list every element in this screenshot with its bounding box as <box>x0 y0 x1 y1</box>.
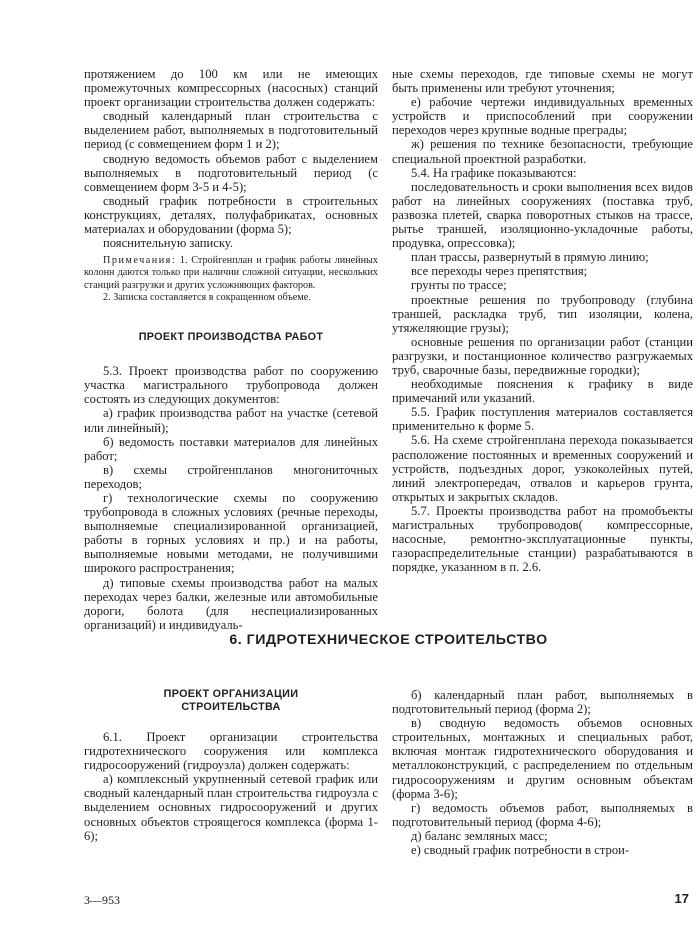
paragraph: пояснительную записку. <box>103 236 233 251</box>
paragraph: протяжением до 100 км или не имеющих промежуточных компрессорных (насосных) станций проект организации строительства должен содержать: <box>84 67 378 110</box>
paragraph: ные схемы переходов, где типовые схемы не могут быть применены или требуют уточнения; <box>392 67 693 96</box>
subheading-line: СТРОИТЕЛЬСТВА <box>181 701 281 713</box>
paragraph: г) ведомость объемов работ, выполняемых в подготовительный период (форма 4-6); <box>392 800 693 829</box>
paragraph: д) баланс земляных масс; <box>411 828 548 843</box>
paragraph: 5.3. Проект производства работ по сооружению участка магистрального трубопровода должен состоять из следующих документов: <box>84 364 378 407</box>
paragraph: грунты по трассе; <box>411 278 507 293</box>
paragraph: последовательность и сроки выполнения всех видов работ на линейных сооружениях (поставка труб, развозка плетей, сварка поворотных стыков на трассе, рытье траншей, изоляционно-укладочные работы, продувка, опрессовка); <box>392 179 693 251</box>
paragraph: основные решения по организации работ (станции разгрузки, и постанционное количество разгружаемых труб, сварочные базы, передвижные городки); <box>392 334 693 377</box>
paragraph: сводный календарный план строительства с выделением работ, выполняемых в подготовительный период (с совмещением форм 1 и 2); <box>84 109 378 152</box>
column-top-right <box>392 67 693 574</box>
paragraph: а) комплексный укрупненный сетевой график или сводный календарный план строительства гидроузла с выделением основных гидросооружений и других основных объектов строящегося комплекса (форма 1-6); <box>84 772 378 843</box>
note-1-text: 1. Стройгенплан и график работы линейных колонн даются только при наличии сложной ситуации, нескольких станций разгрузки и других усложняющих факторов. <box>84 255 378 291</box>
subheading-work-project: ПРОЕКТ ПРОИЗВОДСТВА РАБОТ <box>138 331 324 344</box>
column-top-left <box>84 67 378 632</box>
paragraph: 5.4. На графике показываются: <box>411 165 577 180</box>
paragraph: б) ведомость поставки материалов для линейных работ; <box>84 434 378 463</box>
paragraph: ж) решения по технике безопасности, требующие специальной проектной разработки. <box>392 137 693 166</box>
paragraph: д) типовые схемы производства работ на малых переходах через балки, железные или автомобильные дороги, болота (для неспециализированных организаций) и индивидуаль- <box>84 575 378 632</box>
page-number: 17 <box>674 891 689 906</box>
paragraph: 5.5. График поступления материалов составляется применительно к форме 5. <box>392 405 693 434</box>
paragraph: все переходы через препятствия; <box>411 264 588 279</box>
paragraph: сводную ведомость объемов работ с выделением выполняемых в подготовительный период (с совмещением форм 3-5 и 4-5); <box>84 151 378 194</box>
paragraph: 5.7. Проекты производства работ на промобъекты магистральных трубопроводов( компрессорные, насосные, ремонтно-эксплуатационные пункты, газораспределительные станции) разрабатываются в порядке, указанном в п. 2.6. <box>392 503 693 575</box>
paragraph: проектные решения по трубопроводу (глубина траншей, раскладка труб, тип изоляции, колена, утяжеляющие грузы); <box>392 292 693 335</box>
column-bottom-right <box>392 688 693 857</box>
note-2: 2. Записка составляется в сокращенном объеме. <box>103 291 311 303</box>
paragraph: 5.6. На схеме стройгенплана перехода показывается расположение постоянных и временных сооружений и устройств, подъездных дорог, узкоколейных путей, линий электропередач, отвалов и карьеров грунта, открытых и закрытых складов. <box>392 433 693 504</box>
paragraph: е) рабочие чертежи индивидуальных временных устройств и приспособлений при сооружении переходов через крупные водные преграды; <box>392 95 693 138</box>
subheading-line: ПРОЕКТ ОРГАНИЗАЦИИ <box>163 688 299 700</box>
printer-signature: 3—953 <box>84 893 120 907</box>
notes-block <box>84 255 378 304</box>
paragraph: сводный график потребности в строительных конструкциях, деталях, полуфабрикатах, основных материалах и оборудовании (форма 5); <box>84 193 378 237</box>
paragraph: 6.1. Проект организации строительства гидротехнического сооружения или комплекса гидросооружений (гидроузла) должен содержать: <box>84 730 378 773</box>
paragraph: план трассы, развернутый в прямую линию; <box>411 250 649 265</box>
paragraph: б) календарный план работ, выполняемых в подготовительный период (форма 2); <box>392 688 693 717</box>
paragraph: в) схемы стройгенпланов многониточных переходов; <box>84 462 378 491</box>
note-1 <box>84 255 378 292</box>
paragraph: е) сводный график потребности в строи- <box>411 843 630 858</box>
subheading-organization-project <box>84 688 378 714</box>
paragraph: необходимые пояснения к графику в виде примечаний или указаний. <box>392 377 693 406</box>
paragraph: в) сводную ведомость объемов основных строительных, монтажных и специальных работ, включая монтаж гидротехнического оборудования и металлоконструкций, с распределением по отдельным гидросооружениям и другим основным объектам (форма 3-6); <box>392 716 693 801</box>
section-heading: 6. ГИДРОТЕХНИЧЕСКОЕ СТРОИТЕЛЬСТВО <box>229 632 548 648</box>
column-bottom-left <box>84 688 378 843</box>
paragraph: г) технологические схемы по сооружению трубопровода в сложных условиях (речные переходы, выполняемые специализированной организацией, работы в горных условиях и пр.) и на работы, выполняемые новыми методами, не получившими широкого распространения; <box>84 490 378 576</box>
paragraph: а) график производства работ на участке (сетевой или линейный); <box>84 406 378 435</box>
note-label: Примечания: <box>103 255 177 267</box>
